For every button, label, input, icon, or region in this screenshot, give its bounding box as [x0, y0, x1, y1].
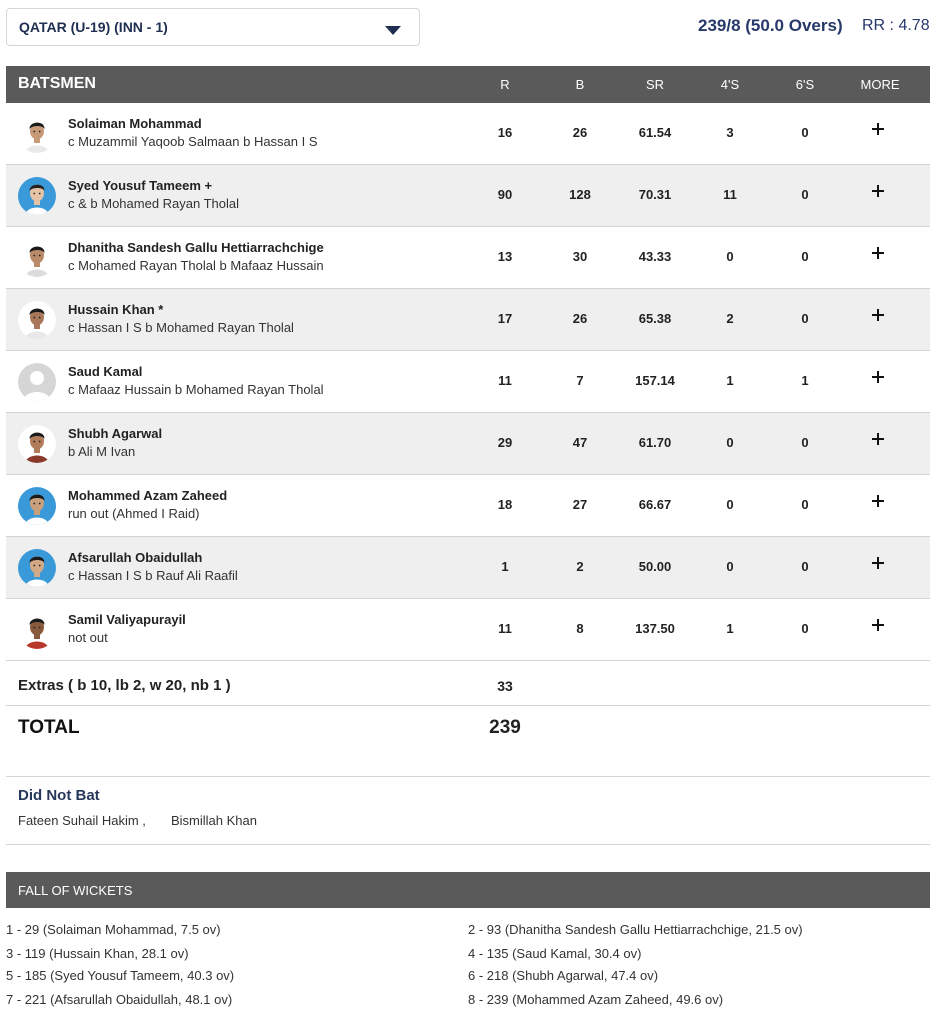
sixes-cell: 0 — [801, 435, 809, 450]
batsman-name[interactable]: Saud Kamal — [68, 364, 143, 379]
fours-cell: 0 — [726, 435, 734, 450]
player-avatar[interactable] — [18, 487, 56, 525]
fours-cell: 1 — [726, 373, 734, 388]
player-avatar[interactable] — [18, 363, 56, 401]
sixes-cell: 0 — [801, 125, 809, 140]
fours-cell: 0 — [726, 559, 734, 574]
batsman-row — [6, 289, 930, 351]
fall-of-wickets-header — [6, 872, 930, 908]
did-not-bat-section — [6, 777, 930, 845]
batsman-name[interactable]: Afsarullah Obaidullah — [68, 550, 203, 565]
balls-cell: 7 — [576, 373, 584, 388]
balls-cell: 2 — [576, 559, 584, 574]
batting-table-header — [6, 66, 930, 103]
expand-plus-icon[interactable] — [871, 370, 885, 384]
runs-cell: 16 — [497, 125, 513, 140]
batsman-name[interactable]: Shubh Agarwal — [68, 426, 163, 441]
batsman-row — [6, 103, 930, 165]
sixes-cell: 0 — [801, 187, 809, 202]
fours-cell: 3 — [726, 125, 734, 140]
runs-cell: 90 — [497, 187, 513, 202]
expand-plus-icon[interactable] — [871, 432, 885, 446]
sixes-cell: 0 — [801, 621, 809, 636]
dismissal-text: not out — [68, 630, 108, 645]
batsman-name[interactable]: Hussain Khan * — [68, 302, 164, 317]
fall-of-wicket-item: 3 - 119 (Hussain Khan, 28.1 ov) — [6, 946, 189, 961]
expand-plus-icon[interactable] — [871, 122, 885, 136]
total-value: 239 — [489, 717, 521, 738]
batsman-row — [6, 475, 930, 537]
runs-cell: 13 — [497, 249, 513, 264]
player-avatar[interactable] — [18, 115, 56, 153]
balls-cell: 8 — [576, 621, 584, 636]
innings-dropdown-label: QATAR (U-19) (INN - 1) — [19, 19, 168, 35]
fall-of-wicket-item: 7 - 221 (Afsarullah Obaidullah, 48.1 ov) — [6, 992, 233, 1007]
batsman-row — [6, 165, 930, 227]
dismissal-text: c Mafaaz Hussain b Mohamed Rayan Tholal — [68, 382, 324, 397]
fall-of-wicket-item: 4 - 135 (Saud Kamal, 30.4 ov) — [468, 946, 642, 961]
strike-rate-cell: 61.70 — [638, 435, 672, 450]
batsman-row — [6, 227, 930, 289]
sixes-cell: 0 — [801, 559, 809, 574]
balls-cell: 47 — [572, 435, 588, 450]
batsman-name[interactable]: Dhanitha Sandesh Gallu Hettiarrachchige — [68, 240, 324, 255]
fall-of-wicket-item: 5 - 185 (Syed Yousuf Tameem, 40.3 ov) — [6, 968, 235, 983]
balls-cell: 26 — [572, 311, 588, 326]
strike-rate-cell: 66.67 — [638, 497, 672, 512]
innings-dropdown[interactable] — [6, 8, 420, 46]
sixes-cell: 1 — [801, 373, 809, 388]
dismissal-text: c Mohamed Rayan Tholal b Mafaaz Hussain — [68, 258, 324, 273]
did-not-bat-player[interactable]: Fateen Suhail Hakim , — [18, 813, 146, 828]
fall-of-wicket-item: 6 - 218 (Shubh Agarwal, 47.4 ov) — [468, 968, 659, 983]
balls-cell: 30 — [572, 249, 588, 264]
strike-rate-cell: 50.00 — [638, 559, 672, 574]
column-header-strike-rate: SR — [645, 77, 665, 92]
batting-table — [6, 103, 930, 661]
did-not-bat-player[interactable]: Bismillah Khan — [171, 813, 257, 828]
sixes-cell: 0 — [801, 497, 809, 512]
dismissal-text: c Hassan I S b Mohamed Rayan Tholal — [68, 320, 294, 335]
chevron-down-icon[interactable] — [385, 26, 401, 35]
player-avatar[interactable] — [18, 549, 56, 587]
batsman-row — [6, 537, 930, 599]
run-rate: RR : 4.78 — [862, 17, 930, 34]
column-header-more: MORE — [860, 77, 900, 92]
fall-of-wicket-item: 2 - 93 (Dhanitha Sandesh Gallu Hettiarrachchige, 21.5 ov) — [468, 922, 803, 937]
fours-cell: 0 — [726, 249, 734, 264]
strike-rate-cell: 70.31 — [638, 187, 672, 202]
balls-cell: 27 — [572, 497, 588, 512]
total-label: TOTAL — [18, 717, 80, 738]
strike-rate-cell: 137.50 — [635, 621, 675, 636]
strike-rate-cell: 157.14 — [635, 373, 675, 388]
sixes-cell: 0 — [801, 311, 809, 326]
batting-header-title: BATSMEN — [18, 75, 96, 92]
expand-plus-icon[interactable] — [871, 184, 885, 198]
balls-cell: 26 — [572, 125, 588, 140]
strike-rate-cell: 43.33 — [638, 249, 672, 264]
player-avatar[interactable] — [18, 425, 56, 463]
runs-cell: 11 — [498, 373, 512, 388]
dismissal-text: c & b Mohamed Rayan Tholal — [68, 196, 240, 211]
top-bar — [0, 0, 936, 56]
fall-of-wicket-item: 1 - 29 (Solaiman Mohammad, 7.5 ov) — [6, 922, 221, 937]
player-avatar[interactable] — [18, 301, 56, 339]
runs-cell: 29 — [497, 435, 513, 450]
batsman-row — [6, 351, 930, 413]
extras-row — [6, 668, 930, 706]
expand-plus-icon[interactable] — [871, 308, 885, 322]
fours-cell: 2 — [726, 311, 734, 326]
player-avatar[interactable] — [18, 177, 56, 215]
batsman-row — [6, 413, 930, 475]
expand-plus-icon[interactable] — [871, 618, 885, 632]
strike-rate-cell: 65.38 — [638, 311, 672, 326]
batsman-row — [6, 599, 930, 661]
extras-value: 33 — [497, 678, 513, 694]
total-row — [6, 706, 930, 777]
player-avatar[interactable] — [18, 611, 56, 649]
batsman-name[interactable]: Solaiman Mohammad — [68, 116, 202, 131]
fours-cell: 0 — [726, 497, 734, 512]
player-avatar[interactable] — [18, 239, 56, 277]
expand-plus-icon[interactable] — [871, 246, 885, 260]
balls-cell: 128 — [569, 187, 591, 202]
dismissal-text: b Ali M Ivan — [68, 444, 136, 459]
column-header-sixes: 6'S — [795, 77, 815, 92]
fall-of-wickets-title: FALL OF WICKETS — [18, 883, 133, 898]
runs-cell: 1 — [501, 559, 509, 574]
runs-cell: 17 — [497, 311, 513, 326]
column-header-runs: R — [500, 77, 510, 92]
strike-rate-cell: 61.54 — [638, 125, 672, 140]
column-header-fours: 4'S — [720, 77, 740, 92]
expand-plus-icon[interactable] — [871, 556, 885, 570]
batsman-name[interactable]: Syed Yousuf Tameem + — [68, 178, 213, 193]
did-not-bat-title: Did Not Bat — [18, 787, 100, 804]
dismissal-text: run out (Ahmed I Raid) — [68, 506, 200, 521]
innings-score: 239/8 (50.0 Overs) — [698, 16, 843, 35]
fours-cell: 11 — [723, 187, 737, 202]
runs-cell: 11 — [498, 621, 512, 636]
dismissal-text: c Muzammil Yaqoob Salmaan b Hassan I S — [68, 134, 318, 149]
expand-plus-icon[interactable] — [871, 494, 885, 508]
batsman-name[interactable]: Samil Valiyapurayil — [68, 612, 186, 627]
extras-label: Extras ( b 10, lb 2, w 20, nb 1 ) — [18, 677, 231, 694]
sixes-cell: 0 — [801, 249, 809, 264]
fall-of-wicket-item: 8 - 239 (Mohammed Azam Zaheed, 49.6 ov) — [468, 992, 724, 1007]
dismissal-text: c Hassan I S b Rauf Ali Raafil — [68, 568, 238, 583]
fours-cell: 1 — [726, 621, 734, 636]
runs-cell: 18 — [497, 497, 513, 512]
batsman-name[interactable]: Mohammed Azam Zaheed — [68, 488, 228, 503]
column-header-balls: B — [575, 77, 585, 92]
